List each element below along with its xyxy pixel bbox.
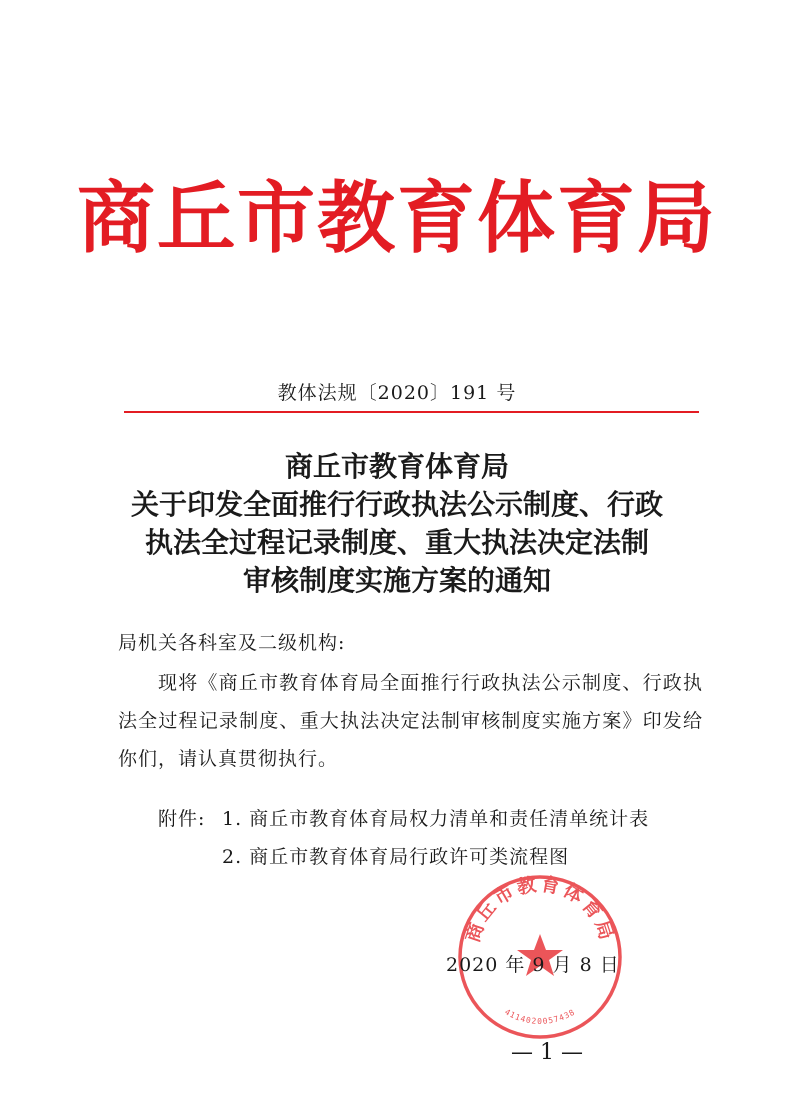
red-divider-line xyxy=(124,411,699,413)
document-title xyxy=(0,448,794,600)
salutation: 局机关各科室及二级机构: xyxy=(118,632,346,654)
page-number: — 1 — xyxy=(511,1040,583,1065)
issue-date: 2020 年 9 月 8 日 xyxy=(446,954,620,976)
attachment-item-2: 2. 商丘市教育体育局行政许可类流程图 xyxy=(222,846,570,868)
body-paragraph: 现将《商丘市教育体育局全面推行行政执法公示制度、行政执法全过程记录制度、重大执法决定法制审核制度实施方案》印发给你们，请认真贯彻执行。 xyxy=(118,672,703,770)
attachments-block xyxy=(158,800,649,876)
seal-code: 4114020057438 xyxy=(503,1007,577,1026)
title-line-3: 执法全过程记录制度、重大执法决定法制 xyxy=(144,526,649,559)
document-number: 教体法规〔2020〕191 号 xyxy=(277,382,517,404)
attachments-label: 附件: xyxy=(158,808,206,830)
title-line-4: 审核制度实施方案的通知 xyxy=(242,564,551,597)
seal-org-text: 商丘市教育体育局 xyxy=(461,873,619,946)
title-line-2: 关于印发全面推行行政执法公示制度、行政 xyxy=(130,488,663,521)
title-line-1: 商丘市教育体育局 xyxy=(284,450,509,483)
issuing-organization-header: 商丘市教育体育局 xyxy=(76,173,717,264)
attachment-item-1: 1. 商丘市教育体育局权力清单和责任清单统计表 xyxy=(222,808,650,830)
